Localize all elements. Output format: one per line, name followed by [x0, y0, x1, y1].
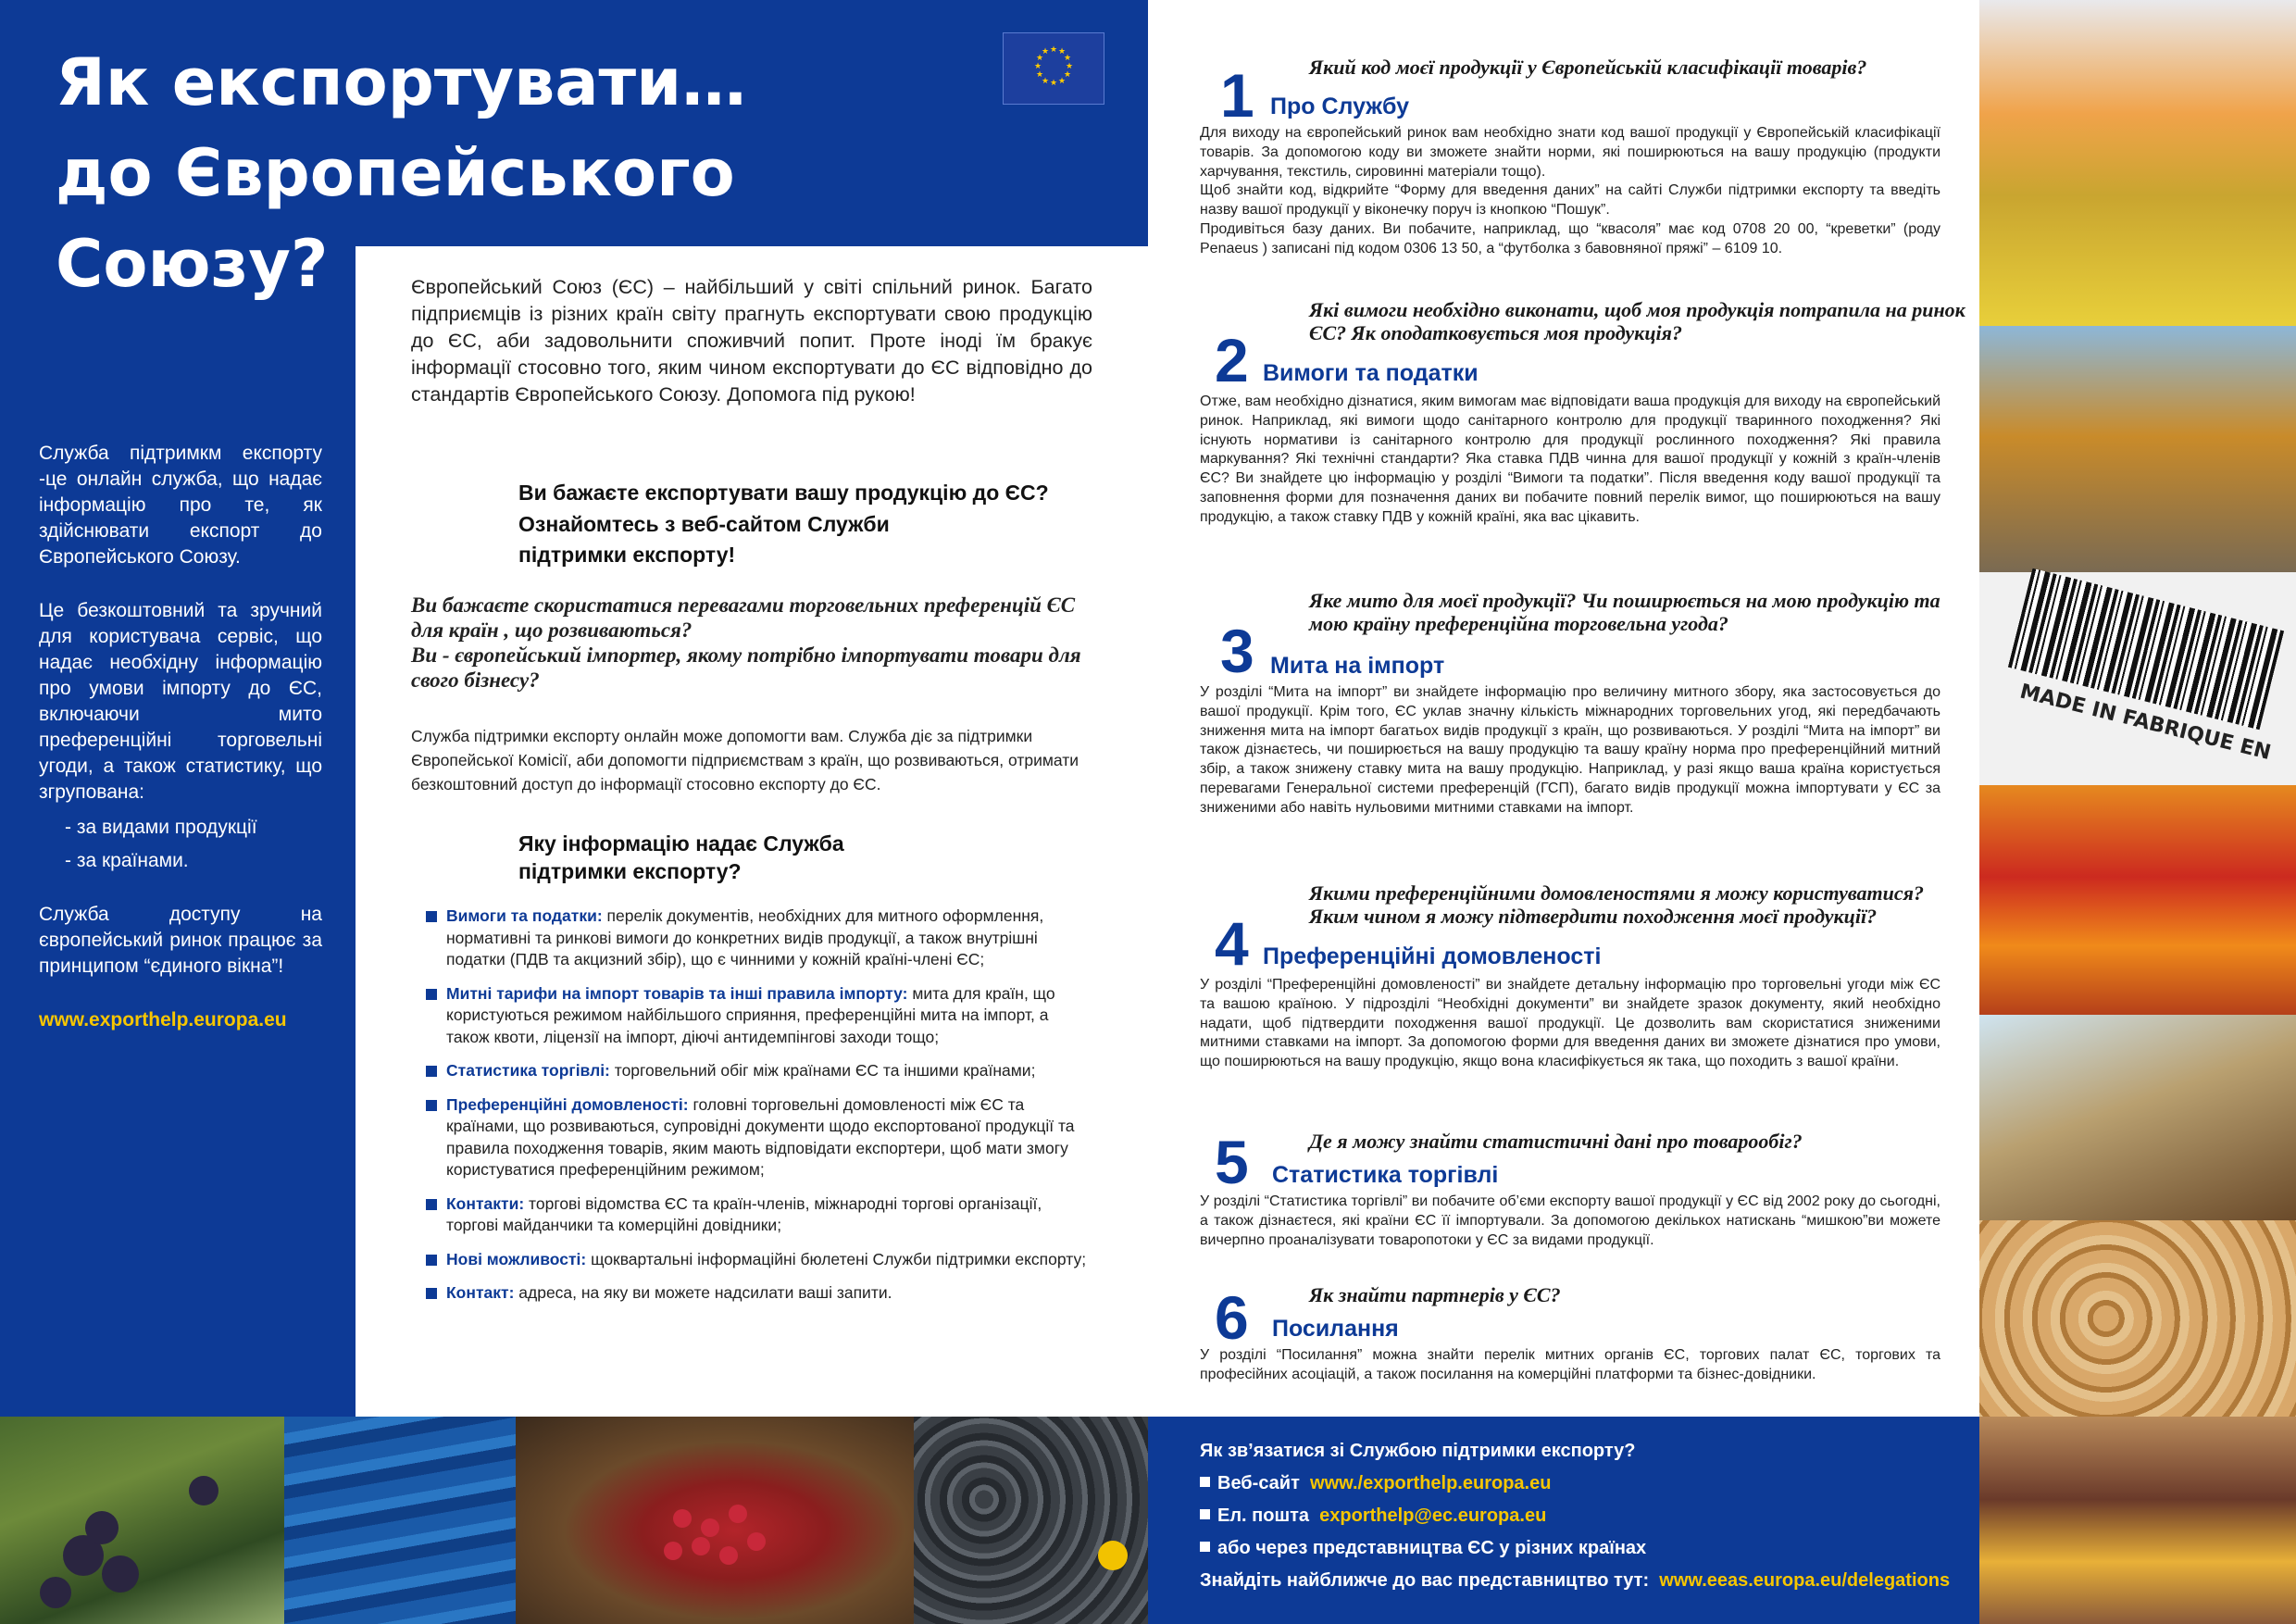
info-list [426, 906, 1092, 1317]
section-2-body: Отже, вам необхідно дізнатися, яким вимогам має відповідати ваша продукція для виходу на європейський ринок. Наприклад, які вимоги щодо санітарного контролю для продукції тваринного походження? Які існують нормативи із санітарного контролю для продукції рослинного походження? Які правила маркування? Які технічні стандарти? Яка ставка ПДВ чинна для вашої продукції у кожній з країн-членів ЄС? Ви знайдете цю інформацію у розділі “Вимоги та податки”. Після введення коду вашої продукції та заповнення форми для позначення даних ви побачите повний перелік вимог, що поширюються на вашу продукцію, а також ставку ПДВ у кожній країні, яка вас цікавить. [1200, 394, 1940, 525]
section-6-title: Посилання [1272, 1316, 1399, 1342]
section-5-title: Статистика торгівлі [1272, 1162, 1499, 1188]
italic-questions [411, 593, 1096, 693]
section-1-question: Який код моєї продукції у Європейській класифікації товарів? [1309, 56, 1867, 79]
sidebar-paragraph-3: Служба доступу на європейський ринок працює за принципом “єдиного вікна”! [39, 904, 322, 977]
contact-find-row: Знайдіть найближче до вас представництво тут: www.eeas.europa.eu/delegations [1200, 1570, 1951, 1591]
info-heading: Яку інформацію надає Служба підтримки експорту? [518, 831, 844, 883]
section-3-question: Яке мито для моєї продукції? Чи поширюється на мою продукцію та мою країну преференційна торговельна угода? [1309, 589, 1940, 635]
contact-heading: Як зв’язатися зі Службою підтримки експорту? [1200, 1441, 1636, 1461]
office-workers-photo [1979, 1417, 2296, 1624]
sugarcane-photo [1979, 1015, 2296, 1220]
svg-text:★: ★ [1033, 62, 1042, 71]
sidebar-paragraph-2: Це безкоштовний та зручний для користувача сервіс, що надає необхідну інформацію про умови імпорту до ЄС, включаючи мито преференційні торговельні угоди, а також статистику, що згрупована: [39, 600, 322, 803]
list-item: Контакт: адреса, на яку ви можете надсилати ваші запити. [426, 1282, 1092, 1305]
bullet-icon [426, 1288, 437, 1299]
intro-paragraph: Європейський Союз (ЄС) – найбільший у світі спільний ринок. Багато підприємців із різних країн світу прагнуть експортувати свою продукцію до ЄС, аби задовольнити споживчий попит. Проте іноді їм бракує інформації стосовно того, яким чином експортувати до ЄС відповідно до стандартів Європейського Союзу. Допомога під рукою! [411, 276, 1092, 406]
svg-text:★: ★ [1035, 70, 1044, 80]
section-6-body: У розділі “Посилання” можна знайти перелік митних органів ЄС, торгових палат ЄС, торгових та професійних асоціацій, а також посилання на комерційні платформи та бізнес-довідники. [1200, 1347, 1940, 1382]
list-item: Статистика торгівлі: торговельний обіг між країнами ЄС та іншими країнами; [426, 1060, 1092, 1082]
sidebar-website-link[interactable]: www.exporthelp.europa.eu [39, 1009, 287, 1031]
bullet-icon [426, 989, 437, 1000]
section-4-body: У розділі “Преференційні домовленості” ви знайдете детальну інформацію про торговельні угоди між ЄС та вашою країною. У підрозділі “Необхідні документи” ви знайдете зразок документу, який необхідно надати, щоб підтвердити походження вашої продукції. Це дозволить вам скористатися зниженими митними ставками на імпорт. За допомогою форми для введення даних ви зможете дізнатися про умови, що поширюються на вашу продукцію, якщо вона класифікується як така, що походить з вашої країни. [1200, 977, 1940, 1070]
svg-text:★: ★ [1057, 47, 1067, 56]
bullet-icon [426, 1199, 437, 1210]
svg-text:★: ★ [1063, 70, 1072, 80]
italic-question-1: Ви бажаєте скористатися перевагами торговельних преференцій ЄС для країн , що розвиваються? [411, 593, 1076, 642]
steel-coils-photo [914, 1417, 1148, 1624]
title-line-1: Як експортувати… [56, 44, 747, 120]
bullet-icon [426, 1100, 437, 1111]
list-item: Нові можливості: щоквартальні інформаційні бюлетені Служби підтримки експорту; [426, 1249, 1092, 1271]
section-3-body: У розділі “Мита на імпорт” ви знайдете інформацію про величину митного збору, яка застосовується до вашої продукції. Крім того, ЄС уклав значну кількість міжнародних торговельних угод, які передбачають зниження мита на імпорт багатьох видів продукції з країн, що розвиваються. У розділі “Мита на імпорт” ви також дізнаєтесь, чи поширюється на вашу продукцію та вашу країну норма про преференційний митний збір, а також знижену ставку мита на вашу продукцію. Наприклад, у разі якщо ваша країна користується перевагами Генеральної системи преференцій (ГСП), багато видів продукції можна імпортувати у ЄС за зниженими або навіть нульовими митними ставками на імпорт. [1200, 684, 1940, 816]
food-worker-photo [1979, 0, 2296, 326]
intro-paragraph-2: Служба підтримки експорту онлайн може допомогти вам. Служба діє за підтримки Європейської Комісії, аби допомогти підприємствам з країн, що розвиваються, отримати безкоштовний доступ до інформації стосовно експорту до ЄС. [411, 727, 1079, 793]
bullet-icon [1200, 1542, 1210, 1552]
sidebar-list-item: - за країнами. [65, 850, 189, 871]
timber-logs-photo [1979, 1220, 2296, 1417]
section-2-question: Які вимоги необхідно виконати, щоб моя продукція потрапила на ринок ЄС? Як оподатковується моя продукція? [1309, 298, 1965, 344]
svg-text:★: ★ [1057, 77, 1067, 86]
bullet-icon [426, 911, 437, 922]
section-1-body: Для виходу на європейський ринок вам необхідно знати код вашої продукції у Європейській класифікації товарів. За допомогою коду ви зможете знайти норми, які поширюються на вашу продукцію (продукти харчування, текстиль, сировинні матеріали тощо). Щоб знайти код, відкрийте “Форму для введення даних” на сайті Служби підтримки експорту та введіть назву вашої продукції у віконечку поруч із кнопкою “Пошук”. Продивіться базу даних. Ви побачите, наприклад, що “квасоля” має код 0708 20 00, “креветки” (роду Penaeus ) записані під кодом 0306 13 50, а “футболка з бавовняної пряжі” – 6109 10. [1200, 125, 1940, 256]
bullet-icon [426, 1066, 437, 1077]
section-4-title: Преференційні домовленості [1263, 943, 1602, 969]
svg-text:★: ★ [1063, 54, 1072, 63]
section-4-number: 4 [1215, 909, 1249, 978]
section-2-title: Вимоги та податки [1263, 360, 1479, 386]
cta-heading: Ви бажаєте експортувати вашу продукцію до ЄС? [518, 481, 1049, 505]
coffee-beans-photo [516, 1417, 914, 1624]
section-4-question: Якими преференційними домовленостями я можу користуватися? Яким чином я можу підтвердити походження моєї продукції? [1309, 881, 1924, 928]
contact-email-row: Ел. пошта exporthelp@ec.europa.eu [1200, 1500, 1968, 1532]
sidebar-list-item: - за видами продукції [65, 817, 257, 838]
list-item: Митні тарифи на імпорт товарів та інші правила імпорту: мита для країн, що користуються режимом найбільшого сприяння, преференційні мита на імпорт, а також квоти, ліцензії на імпорт, діючі антидемпінгові заходи тощо; [426, 983, 1092, 1049]
section-6-number: 6 [1215, 1283, 1249, 1352]
section-3-number: 3 [1220, 617, 1254, 685]
eu-flag-icon [1003, 32, 1104, 105]
svg-text:★: ★ [1049, 79, 1058, 88]
section-2-number: 2 [1215, 326, 1249, 394]
barcode-photo [1979, 572, 2296, 785]
title-line-2: до Європейського Союзу? [56, 135, 735, 302]
contact-website-row: Веб-сайт www./exporthelp.europa.eu [1200, 1468, 1968, 1500]
svg-text:★: ★ [1041, 47, 1050, 56]
section-3-title: Мита на імпорт [1270, 653, 1445, 679]
section-6-question: Як знайти партнерів у ЄС? [1309, 1283, 1561, 1306]
svg-text:★: ★ [1065, 62, 1074, 71]
section-5-question: Де я можу знайти статистичні дані про товарообіг? [1309, 1130, 1803, 1153]
bullet-icon [1200, 1477, 1210, 1487]
fish-photo [284, 1417, 516, 1624]
section-1-number: 1 [1220, 61, 1254, 130]
section-5-body: У розділі “Статистика торгівлі” ви побачите об’єми експорту вашої продукції у ЄС від 2002 року до сьогодні, а також дізнаєтеся, які країни ЄС її імпортували. За допомогою декількох натискань “мишкою”ви можете вичерпно проаналізувати товаропотоки у ЄС за видами продукції. [1200, 1193, 1940, 1248]
contact-delegations-row: або через представництва ЄС у різних країнах [1200, 1532, 1968, 1565]
svg-text:★: ★ [1035, 54, 1044, 63]
list-item: Вимоги та податки: перелік документів, необхідних для митного оформлення, нормативні та ринкові вимоги до конкретних видів продукції, а також внутрішні податки (ПДВ та акцизний збір), що є чинними у кожній країні-члені ЄС; [426, 906, 1092, 971]
textiles-photo [1979, 785, 2296, 1015]
contact-info [1200, 1435, 1968, 1597]
port-cranes-photo [1979, 326, 2296, 572]
section-1-title: Про Службу [1270, 94, 1410, 119]
sidebar [39, 441, 322, 1033]
cta-subheading: Ознайомтесь з веб-сайтом Служби підтримки експорту! [518, 512, 890, 567]
section-5-number: 5 [1215, 1128, 1249, 1196]
svg-text:★: ★ [1049, 45, 1058, 55]
italic-question-2: Ви - європейський імпортер, якому потрібно імпортувати товари для свого бізнесу? [411, 643, 1081, 692]
website-link[interactable]: www./exporthelp.europa.eu [1310, 1473, 1552, 1493]
made-in-label: MADE IN FABRIQUE EN [2017, 680, 2274, 766]
berries-photo [0, 1417, 284, 1624]
email-link[interactable]: exporthelp@ec.europa.eu [1319, 1505, 1547, 1526]
delegations-link[interactable]: www.eeas.europa.eu/delegations [1659, 1570, 1951, 1591]
svg-text:★: ★ [1041, 77, 1050, 86]
bullet-icon [426, 1255, 437, 1266]
list-item: Преференційні домовленості: головні торговельні домовленості між ЄС та країнами, що розвиваються, супровідні документи щодо експортованої продукції та правила походження товарів, яким мають відповідати експортери, щоб мати змогу користуватися преференційним режимом; [426, 1094, 1092, 1181]
sidebar-paragraph-1: Служба підтримкм експорту -це онлайн служба, що надає інформацію про те, як здійснювати експорт до Європейського Союзу. [39, 443, 322, 568]
list-item: Контакти: торгові відомства ЄС та країн-членів, міжнародні торгові організації, торгові майданчики та комерційні довідники; [426, 1193, 1092, 1237]
bullet-icon [1200, 1509, 1210, 1519]
